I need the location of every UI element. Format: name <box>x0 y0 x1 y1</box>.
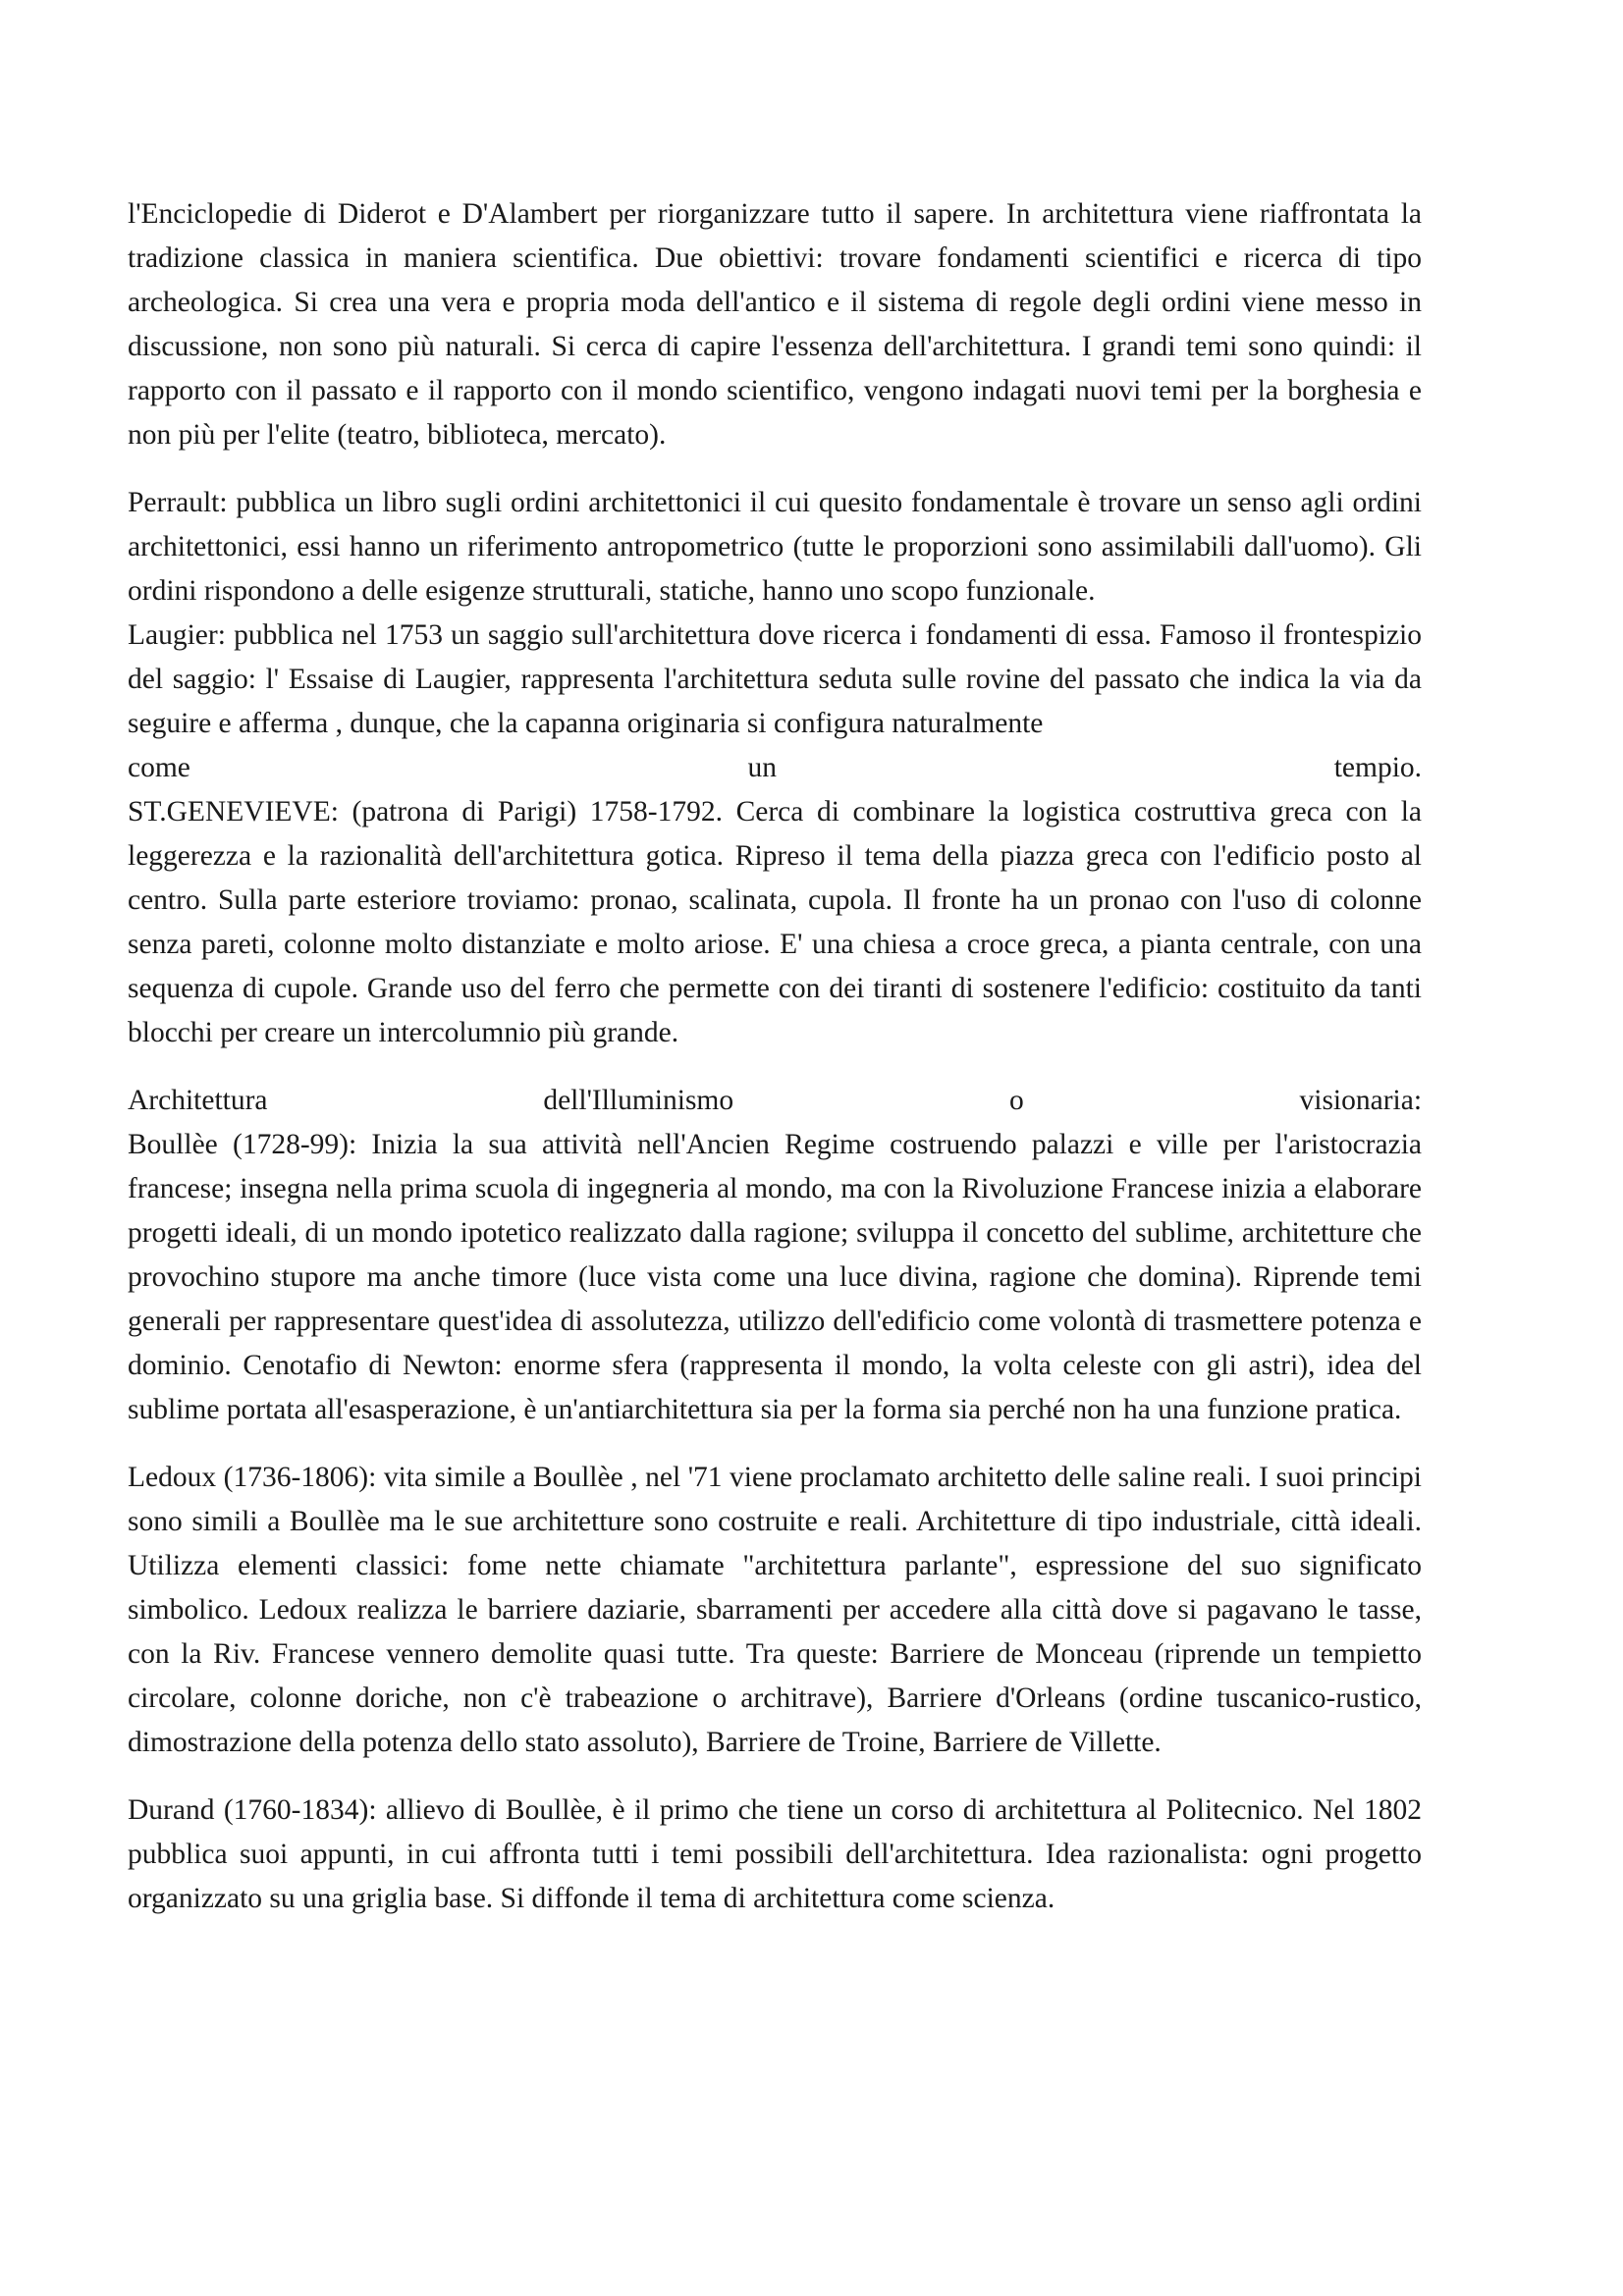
paragraph-laugier: Laugier: pubblica nel 1753 un saggio sull'architettura dove ricerca i fondamenti di essa. Famoso il frontespizio del saggio: l' Essaise di Laugier, rappresenta l'architettura seduta sulle rovine del passato che indica la via da seguire e afferma , dunque, che la capanna originaria si configura naturalmente <box>128 619 1422 739</box>
paragraph-enciclopedie: l'Enciclopedie di Diderot e D'Alambert per riorganizzare tutto il sapere. In architettura viene riaffrontata la tradizione classica in maniera scientifica. Due obiettivi: trovare fondamenti scientifici e ricerca di tipo archeologica. Si crea una vera e propria moda dell'antico e il sistema di regole degli ordini viene messo in discussione, non sono più naturali. Si cerca di capire l'essenza dell'architettura. I grandi temi sono quindi: il rapporto con il passato e il rapporto con il mondo scientifico, vengono indagati nuovi temi per la borghesia e non più per l'elite (teatro, biblioteca, mercato). <box>128 198 1422 451</box>
document-body <box>128 192 1422 1921</box>
paragraph-laugier-last-line <box>128 746 1422 790</box>
heading-architettura-illuminismo <box>128 1079 1422 1123</box>
paragraph-perrault: Perrault: pubblica un libro sugli ordini architettonici il cui quesito fondamentale è trovare un senso agli ordini architettonici, essi hanno un riferimento antropometrico (tutte le proporzioni sono assimilabili dall'uomo). Gli ordini rispondono a delle esigenze strutturali, statiche, hanno uno scopo funzionale. <box>128 487 1422 607</box>
word: come <box>128 752 190 783</box>
word: visionaria: <box>1299 1085 1423 1116</box>
word: Architettura <box>128 1085 268 1116</box>
word: dell'Illuminismo <box>543 1085 734 1116</box>
word: o <box>1008 1085 1024 1116</box>
paragraph-boullee: Boullèe (1728-99): Inizia la sua attività nell'Ancien Regime costruendo palazzi e ville per l'aristocrazia francese; insegna nella prima scuola di ingegneria al mondo, ma con la Rivoluzione Francese inizia a elaborare progetti ideali, di un mondo ipotetico realizzato dalla ragione; sviluppa il concetto del sublime, architetture che provochino stupore ma anche timore (luce vista come una luce divina, ragione che domina). Riprende temi generali per rappresentare quest'idea di assolutezza, utilizzo dell'edificio come volontà di trasmettere potenza e dominio. Cenotafio di Newton: enorme sfera (rappresenta il mondo, la volta celeste con gli astri), idea del sublime portata all'esasperazione, è un'antiarchitettura sia per la forma sia perché non ha una funzione pratica. <box>128 1129 1422 1425</box>
word: un <box>747 752 778 783</box>
word: tempio. <box>1333 752 1423 783</box>
paragraph-ledoux: Ledoux (1736-1806): vita simile a Boullèe , nel '71 viene proclamato architetto delle saline reali. I suoi principi sono simili a Boullèe ma le sue architetture sono costruite e reali. Architetture di tipo industriale, città ideali. Utilizza elementi classici: fome nette chiamate "architettura parlante", espressione del suo significato simbolico. Ledoux realizza le barriere daziarie, sbarramenti per accedere alla città dove si pagavano le tasse, con la Riv. Francese vennero demolite quasi tutte. Tra queste: Barriere de Monceau (riprende un tempietto circolare, colonne doriche, non c'è trabeazione o architrave), Barriere d'Orleans (ordine tuscanico-rustico, dimostrazione della potenza dello stato assoluto), Barriere de Troine, Barriere de Villette. <box>128 1462 1422 1758</box>
paragraph-durand: Durand (1760-1834): allievo di Boullèe, è il primo che tiene un corso di architettura al Politecnico. Nel 1802 pubblica suoi appunti, in cui affronta tutti i temi possibili dell'architettura. Idea razionalista: ogni progetto organizzato su una griglia base. Si diffonde il tema di architettura come scienza. <box>128 1794 1422 1914</box>
paragraph-st-genevieve: ST.GENEVIEVE: (patrona di Parigi) 1758-1792. Cerca di combinare la logistica costruttiva greca con la leggerezza e la razionalità dell'architettura gotica. Ripreso il tema della piazza greca con l'edificio posto al centro. Sulla parte esteriore troviamo: pronao, scalinata, cupola. Il fronte ha un pronao con l'uso di colonne senza pareti, colonne molto distanziate e molto ariose. E' una chiesa a croce greca, a pianta centrale, con una sequenza di cupole. Grande uso del ferro che permette con dei tiranti di sostenere l'edificio: costituito da tanti blocchi per creare un intercolumnio più grande. <box>128 796 1422 1048</box>
